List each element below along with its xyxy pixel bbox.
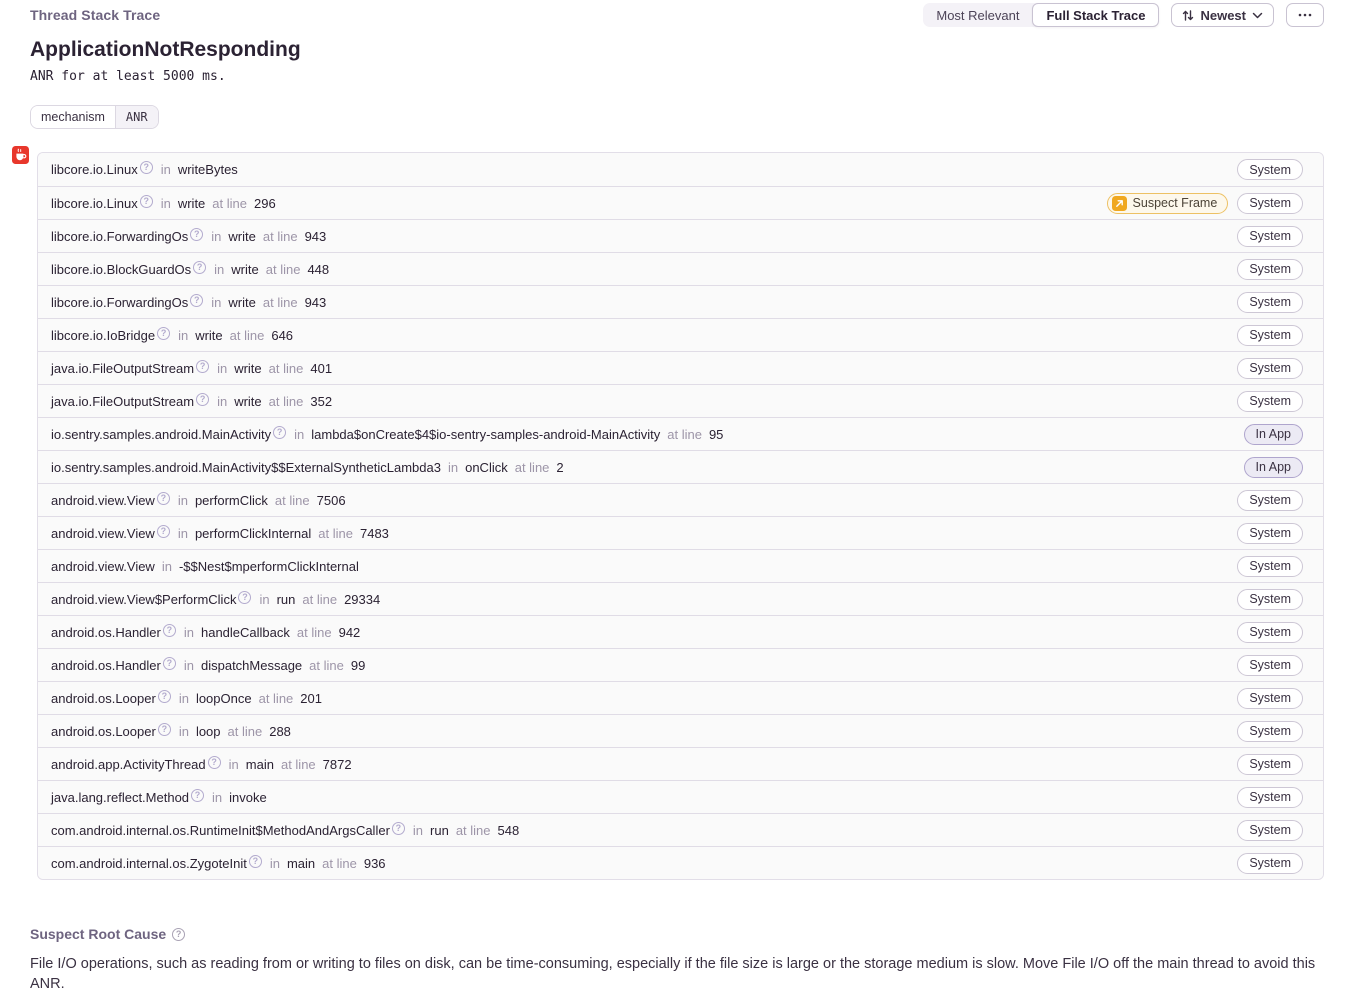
frame-line-number: 7872 [322, 756, 352, 772]
help-icon[interactable]: ? [163, 624, 176, 637]
stack-frame-row[interactable] [38, 153, 1323, 186]
stack-frame-row[interactable] [38, 747, 1323, 780]
frame-module: com.android.internal.os.RuntimeInit$MethodAndArgsCaller [51, 822, 390, 838]
stack-frame-row[interactable] [38, 186, 1323, 219]
frame-in-label: in [217, 393, 228, 409]
stack-frame-list [37, 152, 1324, 880]
sort-newest-button[interactable] [1171, 3, 1274, 27]
help-icon[interactable]: ? [392, 822, 405, 835]
frame-at-line-label: at line [302, 591, 338, 607]
frame-in-label: in [160, 162, 171, 177]
frame-badges [1107, 193, 1303, 214]
open-in-new-icon [1112, 196, 1127, 211]
frame-origin-badge: System [1237, 721, 1303, 742]
stack-frame-row[interactable] [38, 252, 1323, 285]
frame-line-number: 7483 [359, 525, 389, 541]
frame-badges [1237, 688, 1303, 709]
frame-line-number: 201 [300, 690, 322, 706]
frame-at-line-label: at line [296, 624, 332, 640]
frame-origin-badge: System [1237, 159, 1303, 180]
frame-function: write [177, 195, 206, 211]
frame-origin-badge: System [1237, 292, 1303, 313]
stack-frame-row[interactable] [38, 450, 1323, 483]
frame-module: libcore.io.BlockGuardOs [51, 261, 192, 277]
stack-frame-row[interactable] [38, 615, 1323, 648]
frame-badges [1237, 226, 1303, 247]
help-icon[interactable]: ? [157, 492, 170, 505]
help-icon[interactable]: ? [196, 393, 209, 406]
frame-in-label: in [259, 591, 270, 607]
frame-module: io.sentry.samples.android.MainActivity$$ExternalSyntheticLambda3 [51, 459, 441, 475]
frame-badges [1237, 655, 1303, 676]
help-icon[interactable]: ? [157, 525, 170, 538]
frame-badges [1237, 820, 1303, 841]
frame-module: android.os.Looper [51, 723, 156, 739]
frame-in-label: in [177, 525, 188, 541]
ellipsis-icon [1298, 13, 1312, 17]
frame-in-label: in [214, 261, 225, 277]
root-cause-description: File I/O operations, such as reading from or writing to files on disk, can be time-consuming, especially if the file size is large or the storage medium is slow. Move File I/O off the main thread to avoid this ANR. [30, 956, 1316, 992]
help-icon[interactable]: ? [190, 294, 203, 307]
frame-in-label: in [211, 294, 222, 310]
frame-module: android.view.View$PerformClick [51, 591, 237, 607]
frame-origin-badge: System [1237, 193, 1303, 214]
stack-frame-row[interactable] [38, 417, 1323, 450]
frame-in-label: in [178, 327, 189, 343]
frame-in-label: in [178, 690, 189, 706]
stack-frame-row[interactable] [38, 714, 1323, 747]
help-icon[interactable]: ? [208, 756, 221, 769]
frame-line-number: 95 [708, 426, 724, 442]
frame-line-number: 548 [497, 822, 520, 838]
frame-line-number: 401 [310, 360, 333, 376]
frame-function: writeBytes [177, 162, 238, 177]
frame-in-label: in [161, 558, 172, 574]
frame-module: libcore.io.IoBridge [51, 327, 156, 343]
frame-in-label: in [178, 723, 189, 739]
frame-line-number: 7506 [316, 492, 346, 508]
header-bar [30, 0, 1324, 26]
frame-function: loop [195, 723, 221, 739]
frame-badges [1237, 589, 1303, 610]
frame-at-line-label: at line [258, 690, 294, 706]
frame-module: android.view.View [51, 492, 155, 508]
frame-function: write [228, 294, 256, 310]
section-title: Thread Stack Trace [30, 7, 161, 23]
frame-badges [1237, 358, 1303, 379]
frame-line-number: 646 [271, 327, 294, 343]
frame-origin-badge: System [1237, 589, 1303, 610]
frame-in-label: in [447, 459, 459, 475]
frame-origin-badge: System [1237, 259, 1303, 280]
frame-origin-badge: In App [1244, 424, 1303, 445]
frame-badges [1237, 391, 1303, 412]
frame-module: libcore.io.ForwardingOs [51, 294, 189, 310]
frame-at-line-label: at line [268, 393, 304, 409]
frame-at-line-label: at line [667, 426, 702, 442]
frame-origin-badge: System [1237, 226, 1303, 247]
frame-module: io.sentry.samples.android.MainActivity [51, 426, 272, 442]
frame-module: android.os.Looper [51, 690, 156, 706]
stack-frame-row[interactable] [38, 351, 1323, 384]
frame-at-line-label: at line [274, 492, 310, 508]
frame-function: lambda$onCreate$4$io-sentry-samples-android-MainActivity [311, 426, 661, 442]
frame-origin-badge: System [1237, 556, 1303, 577]
stack-frame-row[interactable] [38, 516, 1323, 549]
frame-module: android.app.ActivityThread [51, 756, 206, 772]
stack-frame-row[interactable] [38, 681, 1323, 714]
frame-origin-badge: System [1237, 622, 1303, 643]
frame-origin-badge: System [1237, 853, 1303, 874]
frame-in-label: in [228, 756, 239, 772]
frame-function: handleCallback [200, 624, 290, 640]
event-title: ApplicationNotResponding [30, 38, 301, 61]
frame-at-line-label: at line [322, 855, 357, 871]
frame-in-label: in [269, 855, 280, 871]
frame-at-line-label: at line [262, 228, 298, 244]
frame-function: invoke [229, 789, 267, 805]
frame-function: performClick [194, 492, 268, 508]
frame-suspect-label: Suspect Frame [1132, 196, 1218, 210]
frame-suspect-badge [1107, 193, 1229, 214]
sort-arrows-icon [1182, 9, 1194, 22]
frame-function: write [195, 327, 223, 343]
stack-frame-row[interactable] [38, 549, 1323, 582]
frame-at-line-label: at line [262, 294, 298, 310]
frame-badges [1244, 424, 1303, 445]
frame-line-number: 352 [310, 393, 333, 409]
frame-in-label: in [177, 492, 188, 508]
stack-frame-row[interactable] [38, 318, 1323, 351]
root-cause-title: Suspect Root Cause [30, 926, 167, 942]
frame-at-line-label: at line [212, 195, 247, 211]
help-icon[interactable]: ? [157, 327, 170, 340]
frame-module: android.os.Handler [51, 657, 161, 673]
stack-frame-row[interactable] [38, 285, 1323, 318]
frame-function: main [286, 855, 316, 871]
help-icon[interactable]: ? [238, 591, 251, 604]
frame-module: com.android.internal.os.ZygoteInit [51, 855, 247, 871]
frame-module: libcore.io.Linux [51, 162, 138, 177]
frame-module: java.io.FileOutputStream [51, 393, 195, 409]
frame-badges [1237, 556, 1303, 577]
frame-in-label: in [294, 426, 305, 442]
java-platform-icon [12, 146, 29, 164]
frame-badges [1237, 523, 1303, 544]
frame-line-number: 942 [338, 624, 361, 640]
frame-at-line-label: at line [514, 459, 550, 475]
frame-function: write [231, 261, 259, 277]
frame-function: onClick [465, 459, 508, 475]
frame-function: run [276, 591, 296, 607]
frame-in-label: in [160, 195, 171, 211]
frame-line-number: 936 [363, 855, 386, 871]
frame-function: -$$Nest$mperformClickInternal [178, 558, 359, 574]
frame-badges [1237, 292, 1303, 313]
frame-function: write [234, 393, 262, 409]
frame-module: android.view.View [51, 558, 155, 574]
help-icon[interactable]: ? [158, 690, 171, 703]
root-cause-heading [30, 926, 1324, 942]
stack-frame-row[interactable] [38, 648, 1323, 681]
frame-badges [1237, 721, 1303, 742]
help-icon[interactable]: ? [190, 228, 203, 241]
frame-origin-badge: System [1237, 325, 1303, 346]
frame-in-label: in [212, 789, 223, 805]
frame-origin-badge: System [1237, 391, 1303, 412]
frame-line-number: 2 [556, 459, 564, 475]
frame-line-number: 943 [304, 294, 327, 310]
frame-module: java.lang.reflect.Method [51, 789, 190, 805]
frame-module: android.view.View [51, 525, 155, 541]
frame-origin-badge: System [1237, 655, 1303, 676]
help-icon[interactable]: ? [191, 789, 204, 802]
chevron-down-icon [1252, 12, 1263, 19]
frame-origin-badge: In App [1244, 457, 1303, 478]
frame-at-line-label: at line [229, 327, 265, 343]
frame-function: loopOnce [195, 690, 252, 706]
frame-origin-badge: System [1237, 688, 1303, 709]
frame-origin-badge: System [1237, 490, 1303, 511]
frame-badges [1237, 159, 1303, 180]
frame-function: write [228, 228, 256, 244]
header-controls [923, 3, 1324, 27]
frame-line-number: 288 [269, 723, 291, 739]
toggle-most-relevant[interactable]: Most Relevant [936, 7, 1020, 23]
frame-line-number: 448 [307, 261, 330, 277]
frame-in-label: in [412, 822, 424, 838]
frame-function: main [245, 756, 274, 772]
help-icon[interactable]: ? [249, 855, 262, 868]
frame-at-line-label: at line [227, 723, 263, 739]
frame-at-line-label: at line [309, 657, 344, 673]
frame-in-label: in [183, 657, 194, 673]
stack-frame-row[interactable] [38, 219, 1323, 252]
tags-row [30, 105, 1324, 129]
frame-badges [1237, 853, 1303, 874]
tag-key: mechanism [31, 106, 115, 128]
help-icon[interactable]: ? [163, 657, 176, 670]
frame-at-line-label: at line [268, 360, 304, 376]
stack-frame-row[interactable] [38, 384, 1323, 417]
frame-at-line-label: at line [455, 822, 491, 838]
event-subtitle: ANR for at least 5000 ms. [30, 69, 226, 84]
toggle-full-stack-trace[interactable]: Full Stack Trace [1032, 3, 1159, 27]
frame-origin-badge: System [1237, 358, 1303, 379]
frame-line-number: 99 [350, 657, 366, 673]
tag-value: ANR [115, 106, 158, 128]
tag-mechanism[interactable] [30, 105, 159, 129]
frame-module: android.os.Handler [51, 624, 161, 640]
frame-badges [1237, 622, 1303, 643]
help-icon[interactable]: ? [193, 261, 206, 274]
more-options-button[interactable] [1286, 3, 1324, 27]
frame-badges [1237, 754, 1303, 775]
frame-badges [1237, 259, 1303, 280]
help-icon[interactable]: ? [140, 161, 153, 174]
help-icon[interactable]: ? [273, 426, 286, 439]
frame-badges [1237, 325, 1303, 346]
frame-line-number: 29334 [344, 591, 381, 607]
frame-badges [1237, 490, 1303, 511]
frame-at-line-label: at line [265, 261, 301, 277]
frame-line-number: 943 [304, 228, 327, 244]
frame-at-line-label: at line [318, 525, 353, 541]
stack-frame-row[interactable] [38, 846, 1323, 879]
frame-function: performClickInternal [194, 525, 312, 541]
frame-module: libcore.io.Linux [51, 195, 138, 211]
view-toggle [923, 3, 1159, 27]
help-icon[interactable]: ? [196, 360, 209, 373]
frame-function: run [430, 822, 449, 838]
help-icon[interactable]: ? [158, 723, 171, 736]
frame-module: libcore.io.ForwardingOs [51, 228, 189, 244]
stack-frame-row[interactable] [38, 780, 1323, 813]
frame-origin-badge: System [1237, 754, 1303, 775]
help-icon[interactable]: ? [140, 195, 153, 208]
frame-line-number: 296 [254, 195, 276, 211]
frame-function: dispatchMessage [200, 657, 303, 673]
frame-in-label: in [211, 228, 222, 244]
frame-module: java.io.FileOutputStream [51, 360, 195, 376]
sort-newest-label: Newest [1200, 7, 1246, 23]
frame-origin-badge: System [1237, 820, 1303, 841]
frame-badges [1244, 457, 1303, 478]
frame-at-line-label: at line [280, 756, 316, 772]
frame-origin-badge: System [1237, 523, 1303, 544]
frame-origin-badge: System [1237, 787, 1303, 808]
frame-function: write [234, 360, 262, 376]
stack-frame-row[interactable] [38, 582, 1323, 615]
stack-frame-row[interactable] [38, 813, 1323, 846]
frame-badges [1237, 787, 1303, 808]
frame-in-label: in [217, 360, 228, 376]
stack-frame-row[interactable] [38, 483, 1323, 516]
frame-in-label: in [183, 624, 194, 640]
help-icon[interactable]: ? [172, 928, 185, 941]
